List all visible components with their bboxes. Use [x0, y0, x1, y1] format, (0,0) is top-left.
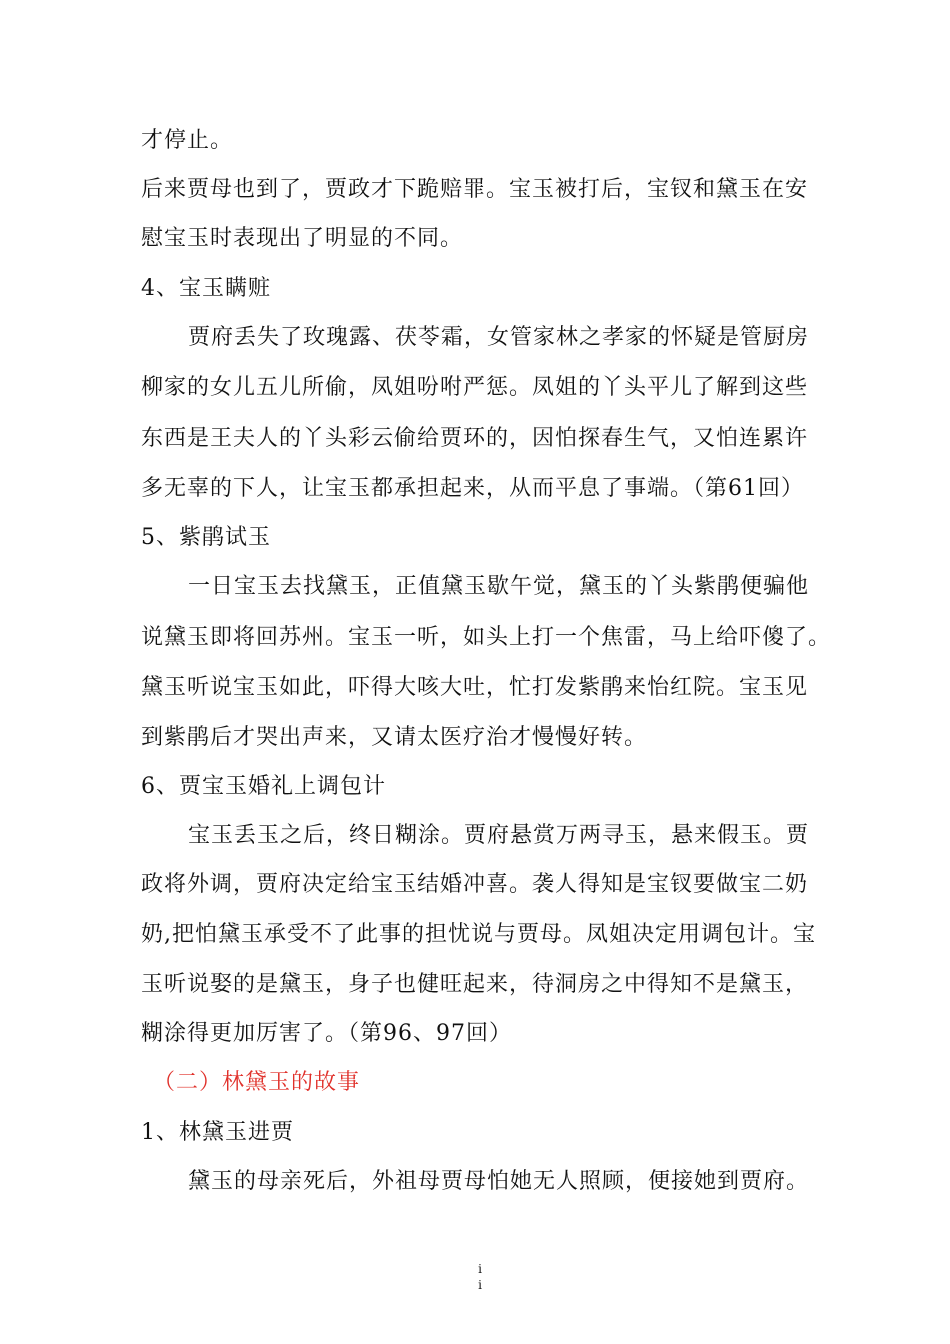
text-line: 东西是王夫人的丫头彩云偷给贾环的，因怕探春生气，又怕连累许 [141, 426, 809, 451]
text-line: 到紫鹃后才哭出声来，又请太医疗治才慢慢好转。 [141, 725, 648, 750]
section-heading: 4、宝玉瞒赃 [141, 276, 271, 301]
chapter-heading: （二）林黛玉的故事 [153, 1070, 361, 1095]
text-line: 政将外调，贾府决定给宝玉结婚冲喜。袭人得知是宝钗要做宝二奶 [141, 872, 809, 897]
text-line: 黛玉听说宝玉如此，吓得大咳大吐，忙打发紫鹃来怡红院。宝玉见 [141, 675, 809, 700]
text-line: 柳家的女儿五儿所偷，凤姐吩咐严惩。凤姐的丫头平儿了解到这些 [141, 375, 809, 400]
section-heading: 5、紫鹃试玉 [141, 525, 271, 550]
text-line: 贾府丢失了玫瑰露、茯苓霜，女管家林之孝家的怀疑是管厨房 [188, 325, 810, 350]
text-line: 一日宝玉去找黛玉，正值黛玉歇午觉，黛玉的丫头紫鹃便骗他 [188, 574, 810, 599]
text-line: 多无辜的下人，让宝玉都承担起来，从而平息了事端。（第61回） [141, 476, 804, 501]
page-footer-mark: i [478, 1278, 482, 1292]
text-line: 奶,把怕黛玉承受不了此事的担忧说与贾母。凤姐决定用调包计。宝 [141, 922, 816, 947]
text-line: 后来贾母也到了，贾政才下跪赔罪。宝玉被打后，宝钗和黛玉在安 [141, 177, 809, 202]
section-heading: 1、林黛玉进贾 [141, 1120, 294, 1145]
text-line: 慰宝玉时表现出了明显的不同。 [141, 226, 464, 251]
text-line: 糊涂得更加厉害了。（第96、97回） [141, 1021, 512, 1046]
text-line: 才停止。 [141, 128, 234, 153]
text-line: 说黛玉即将回苏州。宝玉一听，如头上打一个焦雷，马上给吓傻了。 [141, 625, 832, 650]
text-line: 宝玉丢玉之后，终日糊涂。贾府悬赏万两寻玉，悬来假玉。贾 [188, 823, 810, 848]
section-heading: 6、贾宝玉婚礼上调包计 [141, 774, 386, 799]
page-footer-mark: i [478, 1262, 482, 1276]
text-line: 黛玉的母亲死后，外祖母贾母怕她无人照顾，便接她到贾府。 [188, 1169, 810, 1194]
text-line: 玉听说娶的是黛玉，身子也健旺起来，待洞房之中得知不是黛玉， [141, 972, 809, 997]
